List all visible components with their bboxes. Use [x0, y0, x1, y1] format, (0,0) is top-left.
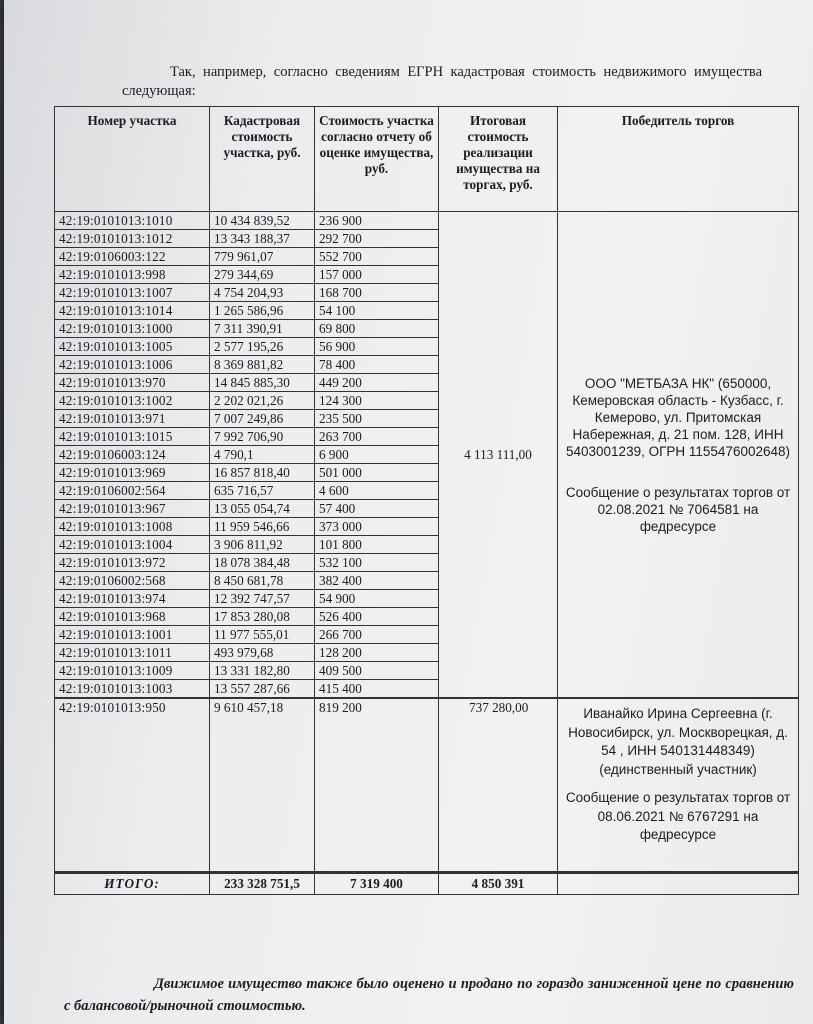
- plot-number: 42:19:0101013:974: [55, 590, 210, 608]
- appraisal-value: 236 900: [315, 212, 439, 230]
- cadastral-value: 18 078 384,48: [210, 554, 315, 572]
- appraisal-value: 373 000: [315, 518, 439, 536]
- appraisal-value: 69 800: [315, 320, 439, 338]
- header-final-price: Итоговая стоимость реализации имущества на торгах, руб.: [439, 107, 558, 212]
- plot-number: 42:19:0101013:1004: [55, 536, 210, 554]
- cadastral-value: 7 311 390,91: [210, 320, 315, 338]
- table-row: [55, 698, 799, 873]
- cadastral-value: 14 845 885,30: [210, 374, 315, 392]
- plot-number: 42:19:0106003:122: [55, 248, 210, 266]
- plot-number: 42:19:0106003:124: [55, 446, 210, 464]
- appraisal-value: 409 500: [315, 662, 439, 680]
- cadastral-value: 13 331 182,80: [210, 662, 315, 680]
- plot-number: 42:19:0101013:1000: [55, 320, 210, 338]
- appraisal-value: 382 400: [315, 572, 439, 590]
- plot-number: 42:19:0101013:1014: [55, 302, 210, 320]
- auction-winner: [558, 212, 799, 699]
- header-auction-winner: Победитель торгов: [558, 107, 799, 212]
- plot-number: 42:19:0101013:1012: [55, 230, 210, 248]
- plot-number: 42:19:0101013:969: [55, 464, 210, 482]
- cadastral-value: 779 961,07: [210, 248, 315, 266]
- appraisal-value: 54 900: [315, 590, 439, 608]
- appraisal-value: 6 900: [315, 446, 439, 464]
- cadastral-value: 11 977 555,01: [210, 626, 315, 644]
- appraisal-value: 168 700: [315, 284, 439, 302]
- plot-number: 42:19:0101013:1015: [55, 428, 210, 446]
- cadastral-value: 2 577 195,26: [210, 338, 315, 356]
- cadastral-value: 9 610 457,18: [210, 698, 315, 873]
- plot-number: 42:19:0101013:967: [55, 500, 210, 518]
- cadastral-value: 3 906 811,92: [210, 536, 315, 554]
- auction-winner: [558, 698, 799, 873]
- header-cadastral-value: Кадастровая стоимость участка, руб.: [210, 107, 315, 212]
- appraisal-value: 56 900: [315, 338, 439, 356]
- outro-paragraph: Движимое имущество также было оценено и продано по гораздо заниженной цене по сравнению с балансовой/рыночной стоимостью.: [64, 975, 794, 1014]
- appraisal-value: 157 000: [315, 266, 439, 284]
- plot-number: 42:19:0101013:1003: [55, 680, 210, 699]
- plot-number: 42:19:0101013:1001: [55, 626, 210, 644]
- header-appraisal-value: Стоимость участка согласно отчету об оценке имущества, руб.: [315, 107, 439, 212]
- cadastral-value: 8 369 881,82: [210, 356, 315, 374]
- cadastral-value: 13 055 054,74: [210, 500, 315, 518]
- appraisal-value: 532 100: [315, 554, 439, 572]
- cadastral-value: 10 434 839,52: [210, 212, 315, 230]
- appraisal-value: 263 700: [315, 428, 439, 446]
- final-price: 737 280,00: [439, 698, 558, 873]
- header-plot-number: Номер участка: [55, 107, 210, 212]
- cadastral-value: 7 007 249,86: [210, 410, 315, 428]
- plot-number: 42:19:0106002:568: [55, 572, 210, 590]
- cadastral-value: 11 959 546,66: [210, 518, 315, 536]
- group1-body: [55, 212, 799, 699]
- plot-number: 42:19:0101013:972: [55, 554, 210, 572]
- cadastral-value: 8 450 681,78: [210, 572, 315, 590]
- cadastral-value: 13 343 188,37: [210, 230, 315, 248]
- document-page: [4, 0, 813, 1024]
- appraisal-value: 57 400: [315, 500, 439, 518]
- appraisal-value: 4 600: [315, 482, 439, 500]
- result-notice: Сообщение о результатах торгов от 08.06.2021 № 6767291 на федресурсе: [565, 790, 791, 842]
- totals-final-price: 4 850 391: [439, 873, 558, 895]
- totals-cadastral: 233 328 751,5: [210, 873, 315, 895]
- plot-number: 42:19:0101013:1005: [55, 338, 210, 356]
- cadastral-value: 17 853 280,08: [210, 608, 315, 626]
- cadastral-value: 1 265 586,96: [210, 302, 315, 320]
- appraisal-value: 54 100: [315, 302, 439, 320]
- appraisal-value: 266 700: [315, 626, 439, 644]
- plot-number: 42:19:0101013:1007: [55, 284, 210, 302]
- cadastral-value: 2 202 021,26: [210, 392, 315, 410]
- cadastral-value-table: [54, 106, 799, 895]
- plot-number: 42:19:0101013:1010: [55, 212, 210, 230]
- appraisal-value: 552 700: [315, 248, 439, 266]
- plot-number: 42:19:0101013:1006: [55, 356, 210, 374]
- plot-number: 42:19:0101013:1002: [55, 392, 210, 410]
- appraisal-value: 449 200: [315, 374, 439, 392]
- plot-number: 42:19:0101013:968: [55, 608, 210, 626]
- appraisal-value: 292 700: [315, 230, 439, 248]
- result-notice: Сообщение о результатах торгов от 02.08.2021 № 7064581 на федресурсе: [565, 484, 791, 534]
- plot-number: 42:19:0101013:970: [55, 374, 210, 392]
- plot-number: 42:19:0106002:564: [55, 482, 210, 500]
- cadastral-value: 493 979,68: [210, 644, 315, 662]
- plot-number: 42:19:0101013:1008: [55, 518, 210, 536]
- appraisal-value: 101 800: [315, 536, 439, 554]
- cadastral-value: 635 716,57: [210, 482, 315, 500]
- totals-row: [55, 873, 799, 895]
- table-header-row: [55, 107, 799, 212]
- cadastral-value: 16 857 818,40: [210, 464, 315, 482]
- plot-number: 42:19:0101013:1009: [55, 662, 210, 680]
- totals-appraisal: 7 319 400: [315, 873, 439, 895]
- appraisal-value: 78 400: [315, 356, 439, 374]
- appraisal-value: 501 000: [315, 464, 439, 482]
- appraisal-value: 819 200: [315, 698, 439, 873]
- totals-label: ИТОГО:: [55, 873, 210, 895]
- winner-name: ООО "МЕТБАЗА НК" (650000, Кемеровская область - Кузбасс, г. Кемерово, ул. Притомская Набережная, д. 21 пом. 128, ИНН 5403001239, ОГРН 1155476002648): [566, 375, 790, 459]
- cadastral-value: 7 992 706,90: [210, 428, 315, 446]
- appraisal-value: 415 400: [315, 680, 439, 699]
- intro-paragraph: Так, например, согласно сведениям ЕГРН кадастровая стоимость недвижимого имущества следующая:: [122, 63, 762, 99]
- plot-number: 42:19:0101013:971: [55, 410, 210, 428]
- winner-name: Иванайко Ирина Сергеевна (г. Новосибирск, ул. Москворецкая, д. 54 , ИНН 540131448349) (единственный участник): [568, 706, 788, 777]
- appraisal-value: 124 300: [315, 392, 439, 410]
- table-row: [55, 212, 799, 230]
- cadastral-value: 12 392 747,57: [210, 590, 315, 608]
- plot-number: 42:19:0101013:950: [55, 698, 210, 873]
- plot-number: 42:19:0101013:1011: [55, 644, 210, 662]
- appraisal-value: 526 400: [315, 608, 439, 626]
- cadastral-value: 4 754 204,93: [210, 284, 315, 302]
- appraisal-value: 235 500: [315, 410, 439, 428]
- plot-number: 42:19:0101013:998: [55, 266, 210, 284]
- cadastral-value: 279 344,69: [210, 266, 315, 284]
- appraisal-value: 128 200: [315, 644, 439, 662]
- final-price: 4 113 111,00: [439, 212, 558, 699]
- cadastral-value: 13 557 287,66: [210, 680, 315, 699]
- totals-empty: [558, 873, 799, 895]
- cadastral-value: 4 790,1: [210, 446, 315, 464]
